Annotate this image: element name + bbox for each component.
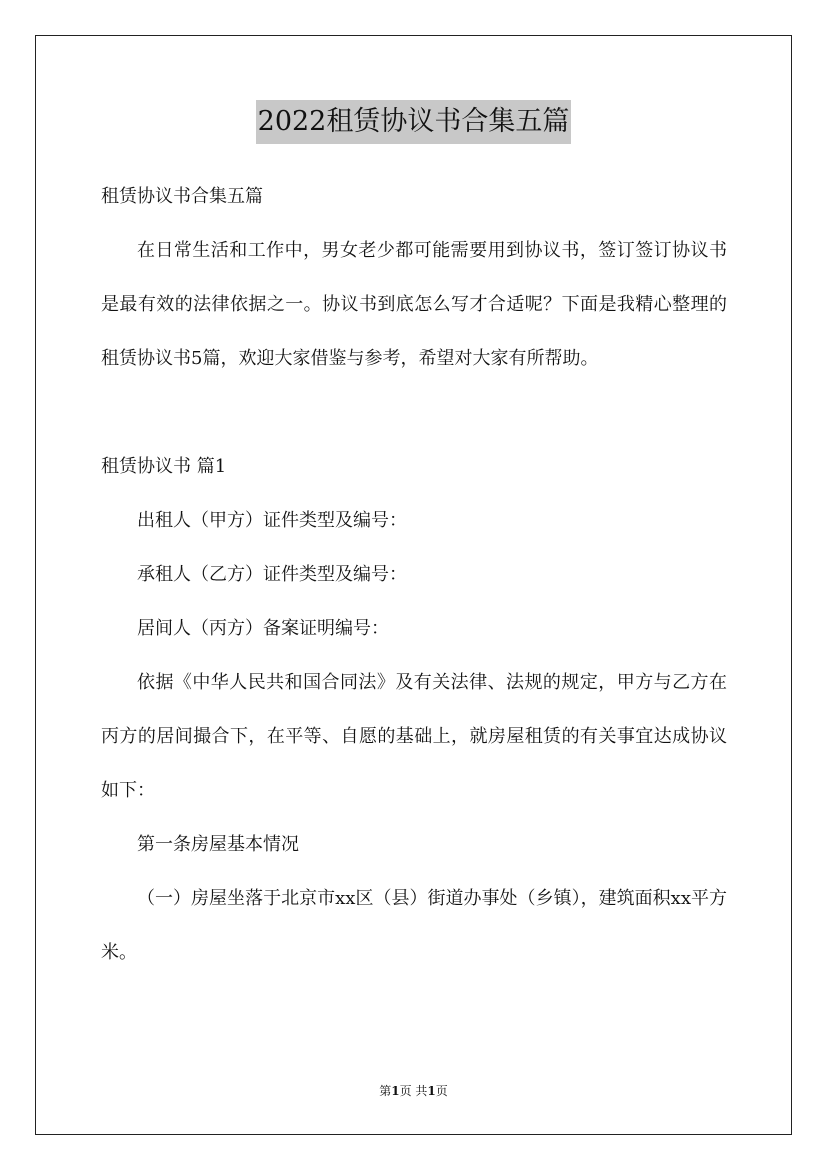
subtitle: 租赁协议书合集五篇 [101,186,263,207]
page-footer [0,1082,827,1099]
blank-line [101,386,727,440]
footer-mid: 页 共 [399,1084,428,1098]
document-title: 2022租赁协议书合集五篇 [256,100,572,144]
basis-paragraph: 依据《中华人民共和国合同法》及有关法律、法规的规定，甲方与乙方在丙方的居间撮合下，在平等、自愿的基础上，就房屋租赁的有关事宜达成协议如下： [101,672,727,801]
footer-total-pages: 1 [427,1084,436,1098]
lessor-line: 出租人（甲方）证件类型及编号： [137,510,407,531]
intro-paragraph: 在日常生活和工作中，男女老少都可能需要用到协议书，签订签订协议书是最有效的法律依据之一。协议书到底怎么写才合适呢？下面是我精心整理的租赁协议书5篇，欢迎大家借鉴与参考，希望对大家有所帮助。 [101,240,727,369]
document-body [101,170,727,980]
article-heading: 第一条房屋基本情况 [137,834,299,855]
footer-suffix: 页 [435,1084,448,1098]
title-wrap [0,100,827,144]
section-heading: 租赁协议书 篇1 [101,456,227,477]
footer-prefix: 第 [379,1084,392,1098]
article-item: （一）房屋坐落于北京市xx区（县）街道办事处（乡镇），建筑面积xx平方米。 [101,888,727,963]
broker-line: 居间人（丙方）备案证明编号： [137,618,389,639]
footer-current-page: 1 [391,1084,400,1098]
lessee-line: 承租人（乙方）证件类型及编号： [137,564,407,585]
